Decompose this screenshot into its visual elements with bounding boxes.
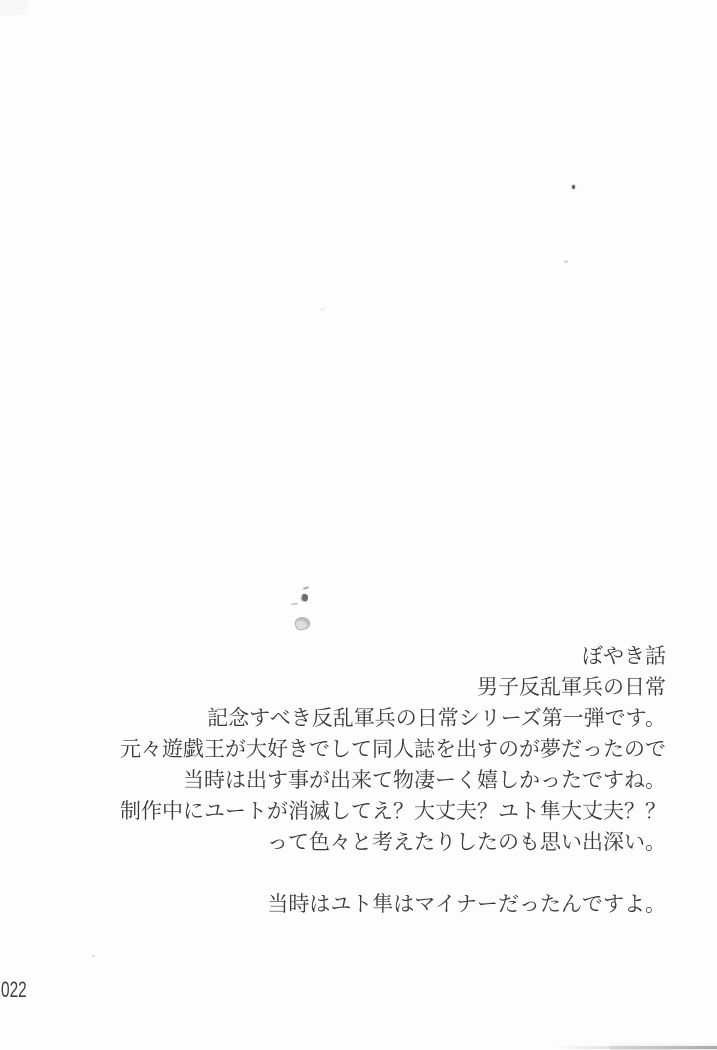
- afterword-text-block: [60, 641, 666, 920]
- afterword-line: 記念すべき反乱軍兵の日常シリーズ第一弾です。: [207, 707, 666, 730]
- scan-corner-tint: [0, 0, 28, 15]
- afterword-title: ぼやき話: [582, 645, 666, 668]
- afterword-line: 制作中にユートが消滅してえ？大丈夫？ユト隼大丈夫？？: [120, 800, 666, 823]
- afterword-line: って色々と考えたりしたのも思い出深い。: [267, 831, 666, 854]
- afterword-line: 当時はユト隼はマイナーだったんですよ。: [267, 893, 666, 916]
- page-number: 022: [1, 977, 27, 1002]
- afterword-line: 元々遊戯王が大好きでして同人誌を出すのが夢だったので: [120, 738, 666, 761]
- scan-speck: [320, 308, 325, 311]
- scan-smudge: [291, 603, 298, 606]
- scan-smudge: [303, 586, 309, 590]
- scan-edge-shadow: [610, 1042, 717, 1050]
- scan-smudge: [294, 616, 311, 631]
- scan-speck: [564, 260, 568, 263]
- scan-speck: [572, 185, 575, 189]
- afterword-blank-line: [60, 858, 666, 889]
- afterword-subtitle: 男子反乱軍兵の日常: [477, 676, 666, 699]
- scan-smudge: [301, 593, 308, 601]
- scan-edge-shadow: [552, 1046, 717, 1049]
- scan-speck: [92, 955, 95, 957]
- afterword-line: 当時は出す事が出来て物凄ーく嬉しかったですね。: [183, 769, 666, 792]
